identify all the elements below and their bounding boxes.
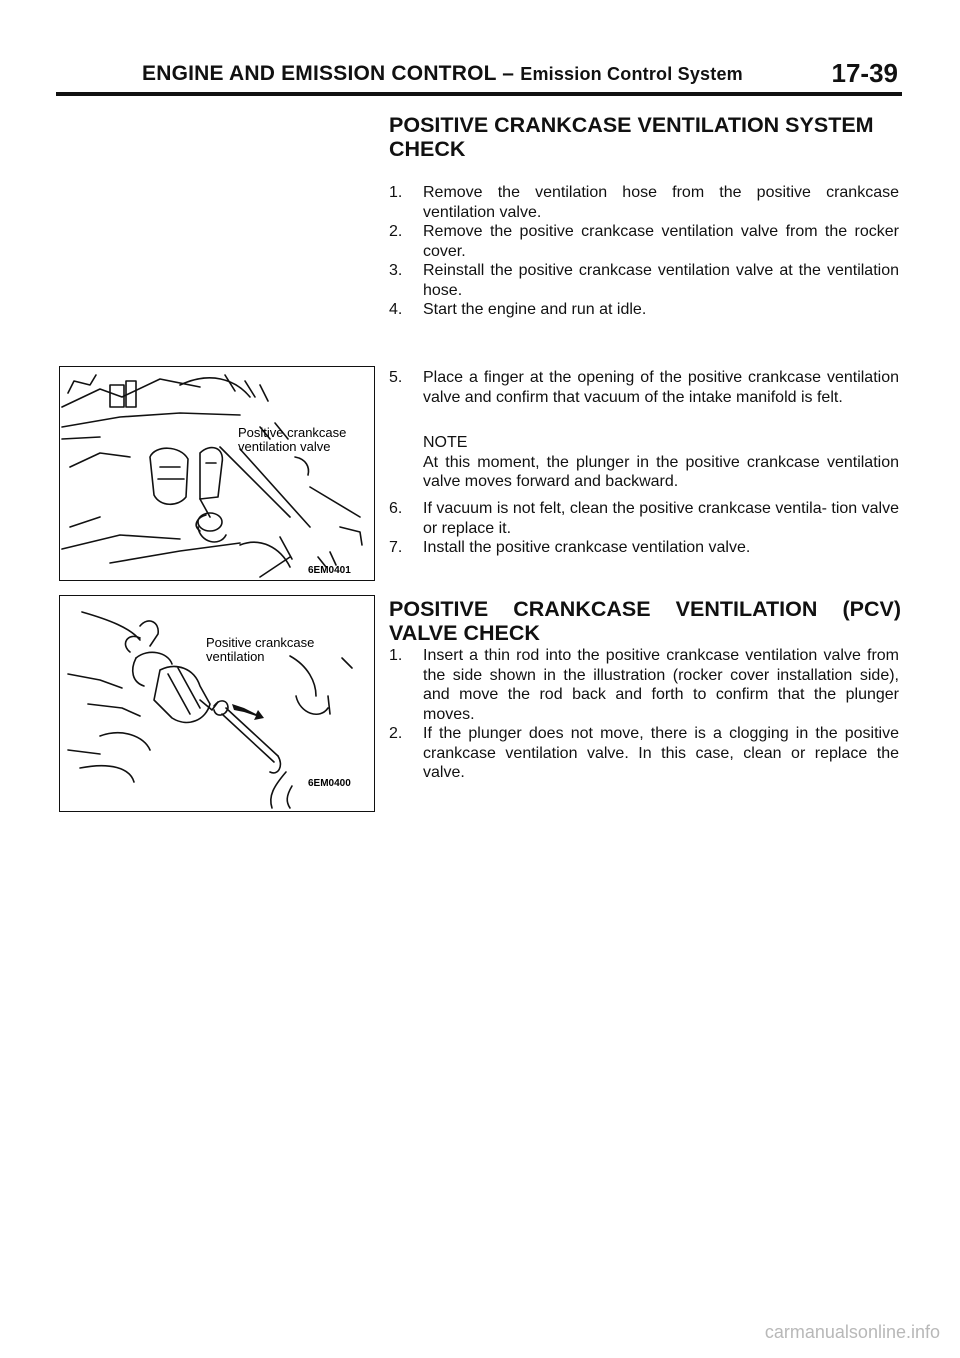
step-number: 1. [389,647,403,664]
step-item [389,368,899,407]
step-number: 6. [389,500,403,517]
step-item [389,724,899,783]
step-item [389,222,899,261]
step-item [389,183,899,222]
step-number: 4. [389,301,403,318]
section1-steps-c [389,499,899,558]
note-text: At this moment, the plunger in the positive crankcase ventilation valve moves forward and backward. [423,453,899,490]
section2-steps [389,646,899,783]
step-number: 7. [389,539,403,556]
step-text: Place a finger at the opening of the positive crankcase ventilation valve and confirm that vacuum of the intake manifold is felt. [423,369,899,406]
figure-pcv-valve-check [59,595,375,812]
step-item [389,300,899,320]
figure2-label-line2: ventilation [206,649,265,664]
figure-pcv-valve-installed [59,366,375,581]
section1-title [389,113,901,161]
section2-title [389,597,901,645]
figure1-label-line2: ventilation valve [238,439,331,454]
step-text: Insert a thin rod into the positive crankcase ventilation valve from the side shown in the illustration (rocker cover installation side), and move the rod back and forth to confirm that the plunger moves. [423,647,899,723]
step-text: Remove the ventilation hose from the positive crankcase ventilation valve. [423,184,899,221]
section1-title-line2: CHECK [389,137,466,161]
site-watermark: carmanualsonline.info [764,1322,940,1342]
page-header [56,60,902,96]
figure2-code: 6EM0400 [308,778,351,789]
figure2-label-line1: Positive crankcase [206,635,315,650]
step-text: If vacuum is not felt, clean the positive crankcase ventila- tion valve or replace it. [423,500,899,537]
note-label: NOTE [423,434,468,451]
step-text: Reinstall the positive crankcase ventilation valve at the ventilation hose. [423,262,899,299]
pcv-valve-check-illustration [60,596,374,811]
figure1-code: 6EM0401 [308,565,351,576]
header-main-title: ENGINE AND EMISSION CONTROL – [142,62,515,85]
step-text: Install the positive crankcase ventilation valve. [423,539,751,556]
step-item [389,499,899,538]
header-title [142,62,743,86]
figure1-label-line1: Positive crankcase [238,425,347,440]
step-number: 2. [389,223,403,240]
step-number: 1. [389,184,403,201]
step-number: 5. [389,369,403,386]
step-text: Start the engine and run at idle. [423,301,647,318]
page-number: 17-39 [831,58,898,88]
pcv-valve-installed-illustration [60,367,374,580]
step-text: If the plunger does not move, there is a clogging in the positive crankcase ventilation valve. In this case, clean or replace the valve. [423,725,899,781]
step-item [389,538,899,558]
step-item [389,646,899,724]
note-block [423,433,899,492]
section2-title-line1: POSITIVE CRANKCASE VENTILATION (PCV) [389,597,901,621]
step-number: 2. [389,725,403,742]
header-subtitle: Emission Control System [520,64,743,84]
section1-title-line1: POSITIVE CRANKCASE VENTILATION SYSTEM [389,113,874,137]
section2-title-line2: VALVE CHECK [389,621,540,645]
step-text: Remove the positive crankcase ventilation valve from the rocker cover. [423,223,899,260]
step-item [389,261,899,300]
section1-steps-a [389,183,899,320]
section1-steps-b [389,368,899,407]
step-number: 3. [389,262,403,279]
